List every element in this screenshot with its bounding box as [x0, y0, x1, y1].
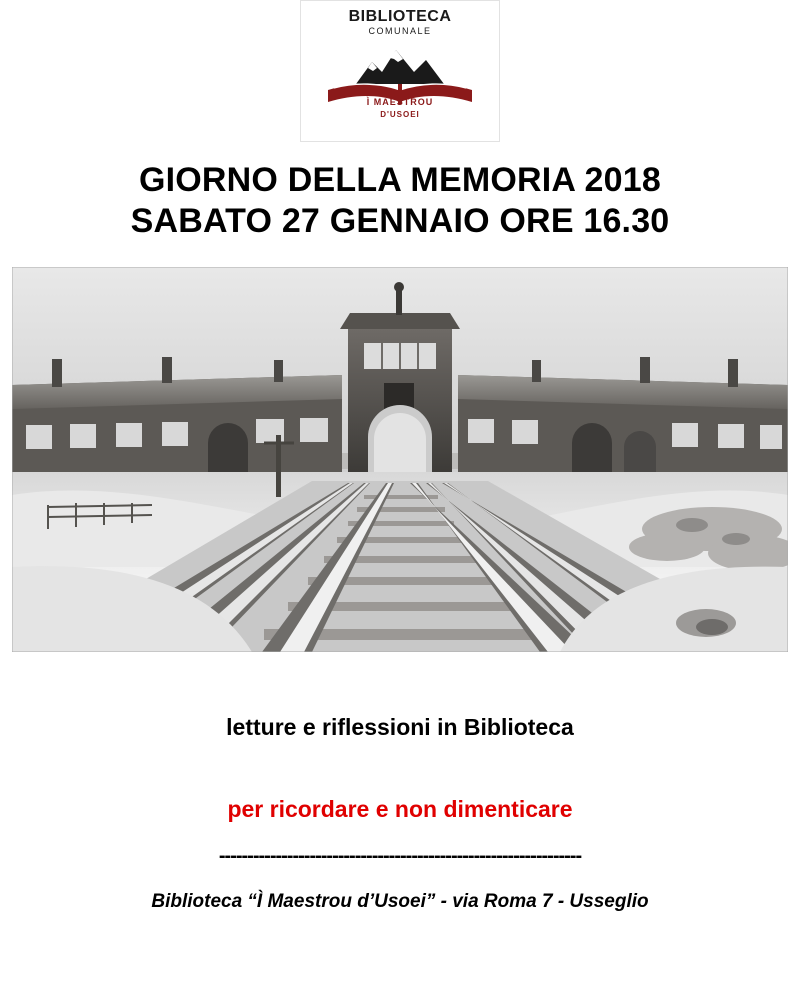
logo-name-line2: D'USOEI	[380, 110, 420, 120]
auschwitz-gate-photo	[12, 267, 788, 652]
logo-subtitle: COMUNALE	[368, 26, 432, 36]
page-title-line2: SABATO 27 GENNAIO ORE 16.30	[130, 202, 670, 241]
caption-readings: letture e riflessioni in Biblioteca	[226, 713, 574, 740]
library-logo	[300, 0, 500, 142]
logo-artwork	[310, 38, 490, 124]
railway-gate-photo	[12, 267, 788, 652]
footer-address: Biblioteca “Ì Maestrou d’Usoei” - via Roma 7 - Usseglio	[151, 890, 649, 912]
logo-name-line1: Ì MAESTROU	[366, 97, 434, 108]
caption-remember: per ricordare e non dimenticare	[227, 795, 573, 822]
dashed-divider: ----------------------------------------------------------------	[218, 844, 582, 867]
page-title-line1: GIORNO DELLA MEMORIA 2018	[138, 161, 661, 199]
page-title	[131, 160, 670, 243]
logo-frame	[300, 0, 500, 142]
logo-title: BIBLIOTECA	[348, 8, 452, 25]
